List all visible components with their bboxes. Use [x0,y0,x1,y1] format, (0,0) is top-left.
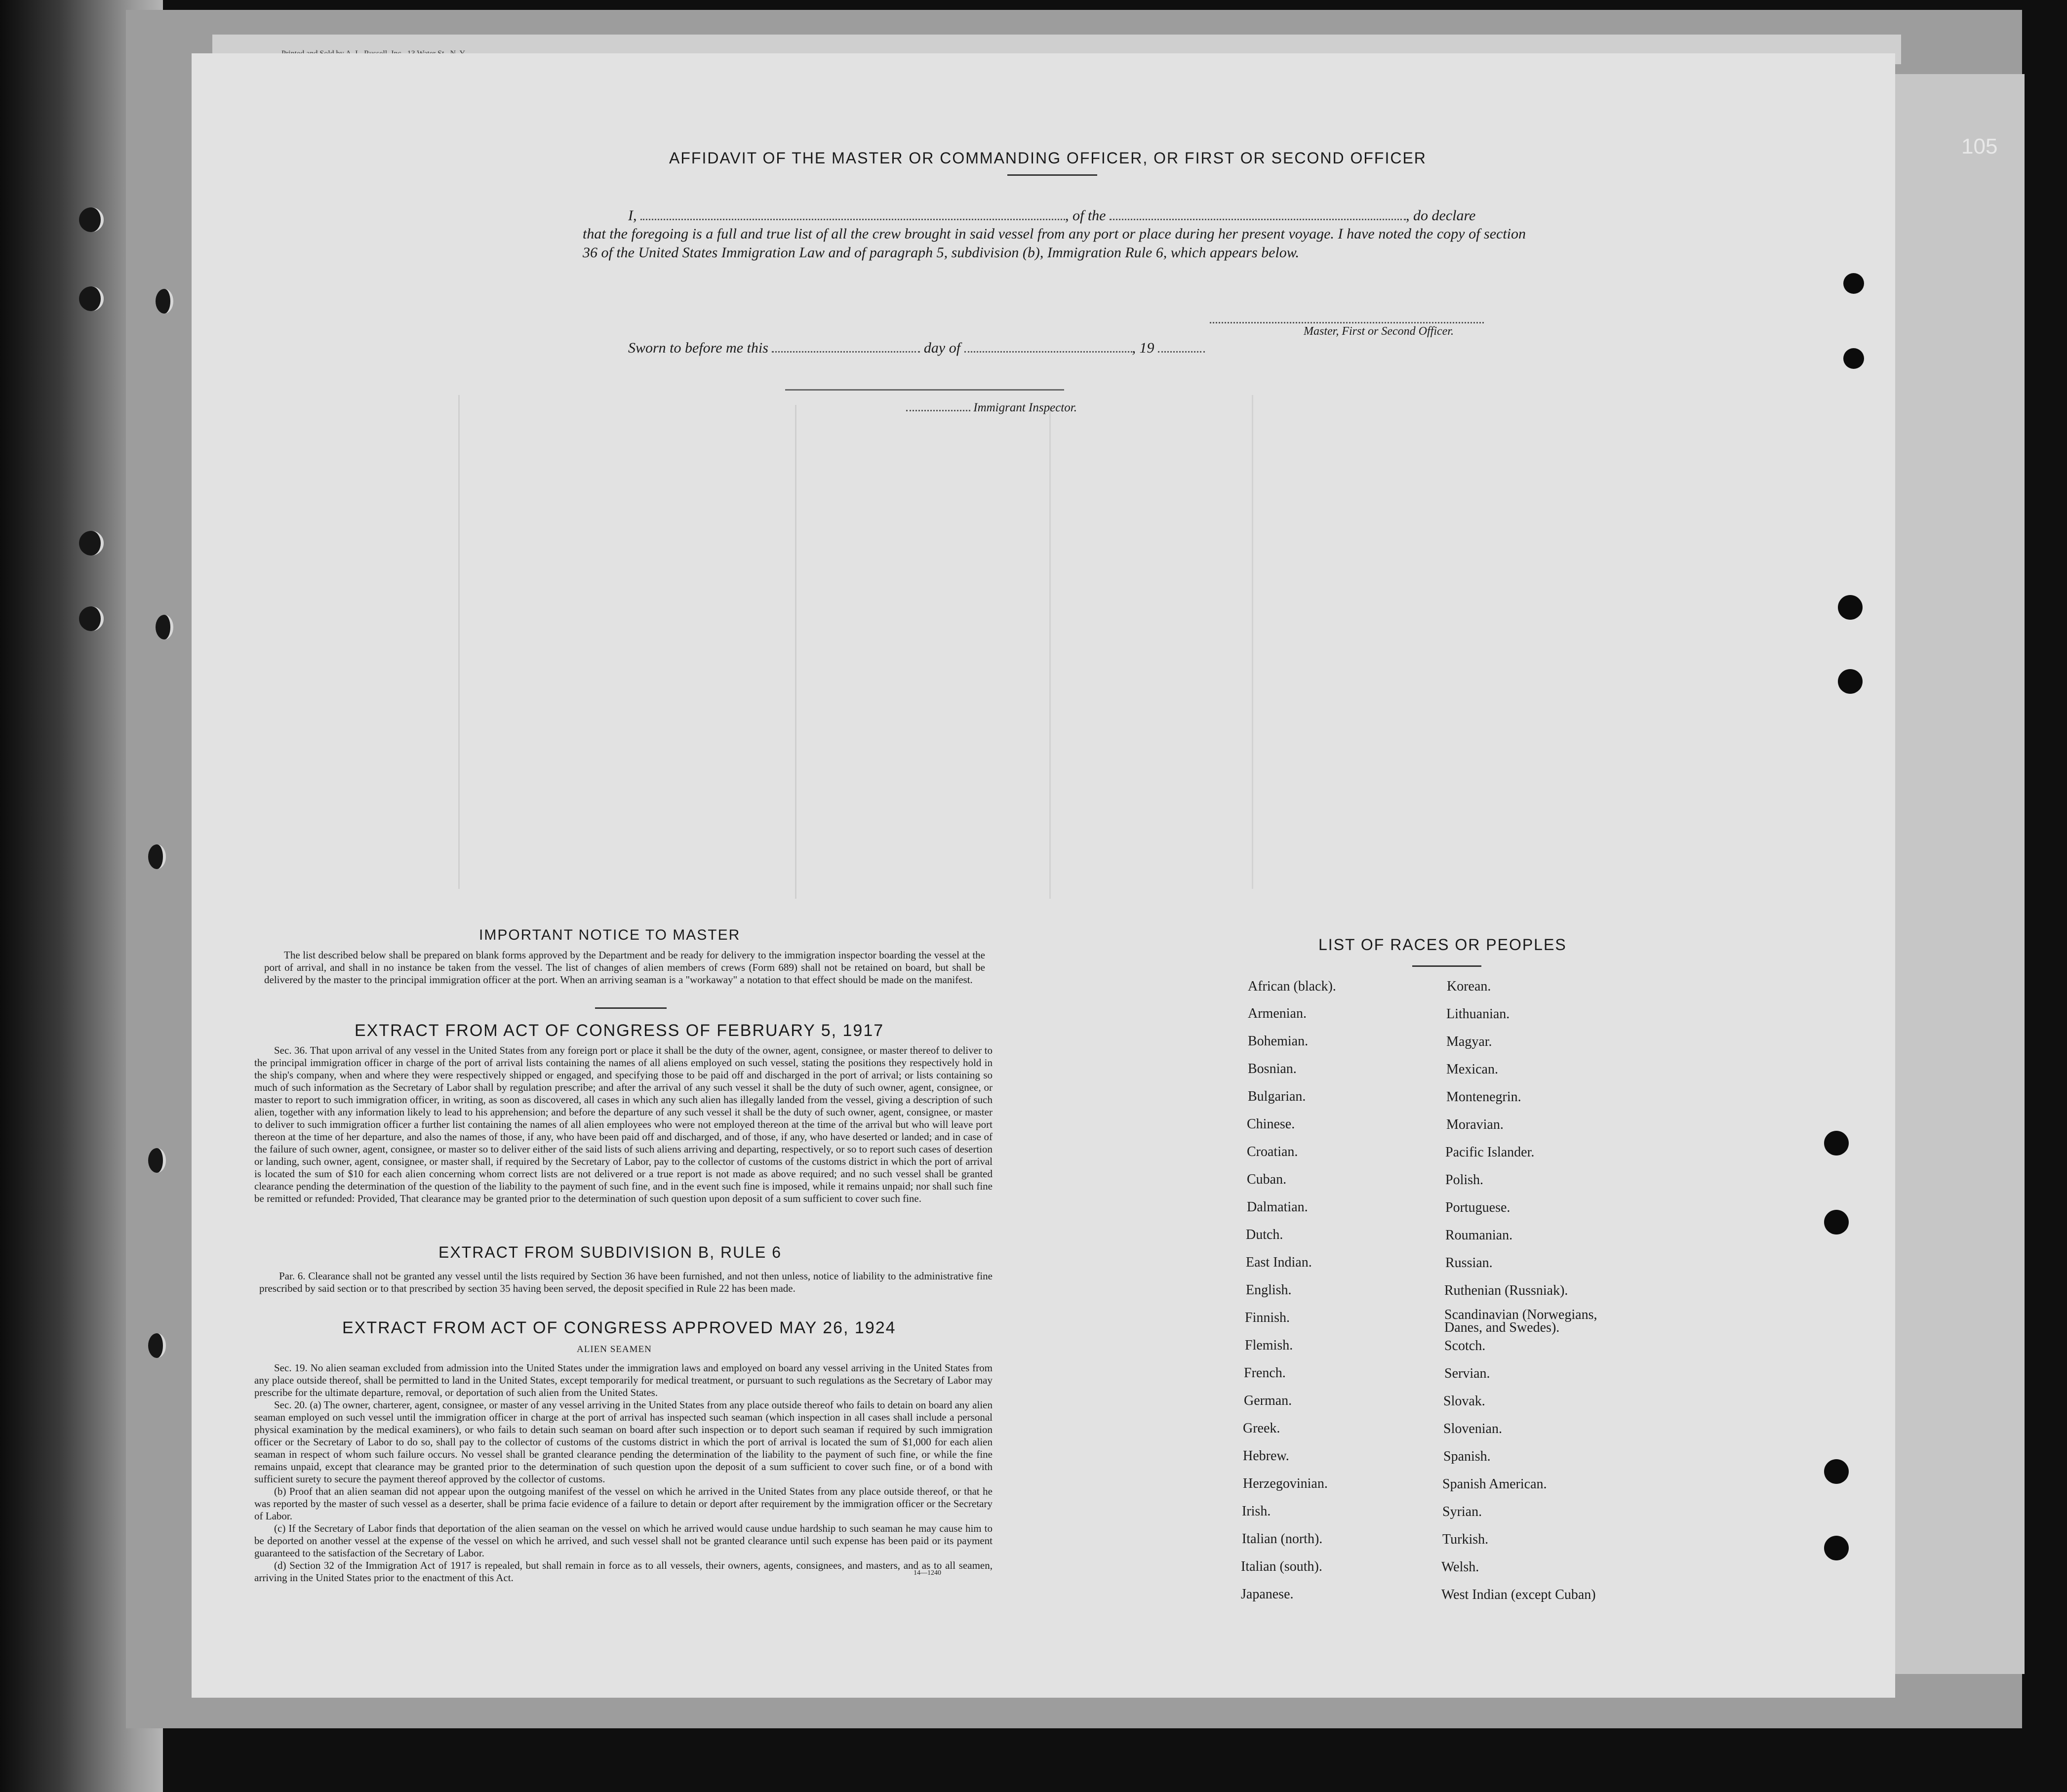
punch-hole [1824,1131,1849,1155]
extract-rule6-title: EXTRACT FROM SUBDIVISION B, RULE 6 [438,1243,782,1261]
sworn-label: Sworn to before me this [628,340,768,356]
races-column-2 [1441,979,1652,1602]
inspector-lead-dots [906,410,970,411]
binder-hole [156,289,173,314]
binder-hole [79,531,104,556]
sworn-month-field[interactable] [964,351,1132,353]
extract-1924-paragraphs [254,1362,993,1584]
race-item: Japanese. [1241,1587,1294,1602]
binder-hole [156,615,173,639]
race-item: Slovak. [1443,1394,1485,1409]
race-item: Cuban. [1247,1172,1287,1187]
race-item: Herzegovinian. [1243,1476,1328,1491]
extract-1924-subtitle: ALIEN SEAMEN [577,1344,652,1354]
race-item: Dalmatian. [1247,1199,1308,1215]
race-item: Hebrew. [1243,1448,1289,1464]
sworn-line [628,340,1205,357]
race-item: Scotch. [1444,1338,1486,1354]
bleed-through-line [458,395,460,889]
punch-hole [1824,1210,1849,1234]
master-name-field[interactable] [640,219,1065,220]
extract-1924-title: EXTRACT FROM ACT OF CONGRESS APPROVED MAY 26, 1924 [342,1318,896,1337]
vessel-name-field[interactable] [1110,219,1406,220]
race-item: East Indian. [1246,1255,1312,1270]
punch-hole [1838,669,1863,694]
notice-title: IMPORTANT NOTICE TO MASTER [479,927,741,943]
extract-1924-para: (c) If the Secretary of Labor finds that deportation of the alien seaman on the vessel on which he arrived would cause undue hardship to such seaman he may cause him to be deported on another vessel at the expense of the vessel on which he arrived, and such vessel shall not be granted clearance until such expense has been paid or its payment guaranteed to the satisfaction of the Secretary of Labor. [254,1522,993,1559]
day-of-label: day of [923,340,961,356]
binder-hole [148,844,166,869]
race-item: Dutch. [1246,1227,1283,1242]
race-item: Flemish. [1245,1338,1293,1353]
race-item: Irish. [1242,1504,1271,1519]
race-item: Armenian. [1248,1006,1307,1021]
race-item: German. [1244,1393,1292,1408]
binder-hole [148,1333,166,1358]
affidavit-i-label: I, [628,207,637,224]
notice-body: The list described below shall be prepared on blank forms approved by the Department and be ready for delivery to the immigration inspector boarding the vessel at the port of arrival, and shall in no instance be taken from the vessel. The list of changes of alien members of crews (Form 689) shall not be retained on board, but shall be delivered by the master to the principal immigration officer at the port. When an arriving seaman is a "workaway" a notation to that effect should be made on the manifest. [264,949,985,986]
race-item: Ruthenian (Russniak). [1444,1283,1568,1298]
race-item: English. [1246,1282,1292,1298]
bleed-through-line [1252,395,1253,889]
race-item: Slovenian. [1443,1421,1502,1436]
race-item: Bosnian. [1248,1061,1297,1076]
race-item: Russian. [1445,1255,1493,1271]
race-item: Italian (north). [1242,1531,1323,1547]
punch-hole [1824,1459,1849,1484]
race-item: Syrian. [1442,1504,1482,1519]
extract-1924-para: (b) Proof that an alien seaman did not appear upon the outgoing manifest of the vessel on which he arrived in the United States from any place outside thereof, or that he was reported by the master of such vessel as a deserter, shall be prima facie evidence of a failure to detain or deport after requirement by the immigration officer or the Secretary of Labor. [254,1485,993,1522]
race-item: Italian (south). [1241,1559,1322,1574]
extract-rule6-body: Par. 6. Clearance shall not be granted any vessel until the lists required by Section 36 have been furnished, and not then unless, notice of liability to the administrative fine prescribed by said section or to that prescribed by section 35 having been served, the deposit specified in Rule 22 has been made. [259,1270,993,1294]
notice-rule [595,1007,667,1009]
sworn-year-field[interactable] [1158,351,1205,353]
inspector-label-text: Immigrant Inspector. [973,401,1077,414]
extract-1924-para: Sec. 19. No alien seaman excluded from admission into the United States under the immigration laws and employed on board any vessel arriving in the United States from any place outside thereof, shall be permitted to land in the United States, except temporarily for medical treatment, or pursuant to such regulations as the Secretary of Labor may prescribe for the ultimate departure, removal, or deportation of such alien from the United States. [254,1362,993,1398]
races-title: LIST OF RACES OR PEOPLES [1318,936,1567,954]
race-item: French. [1244,1365,1286,1381]
title-rule [1007,174,1097,176]
affidavit-declare-label: , do declare [1406,207,1476,224]
races-column-1 [1241,979,1405,1602]
affidavit-of-the-label: , of the [1065,207,1106,224]
race-item: Greek. [1243,1421,1280,1436]
punch-hole [1843,273,1864,294]
race-item: Spanish American. [1442,1476,1547,1492]
master-signature-label: Master, First or Second Officer. [1304,325,1454,338]
race-item: Spanish. [1443,1449,1491,1464]
race-item: African (black). [1248,979,1336,994]
form-code: 14—1240 [914,1569,941,1577]
race-item: Scandinavian (Norwegians, Danes, and Swedes). [1444,1307,1597,1335]
race-item: Magyar. [1446,1034,1492,1049]
extract-1917-title: EXTRACT FROM ACT OF CONGRESS OF FEBRUARY 5, 1917 [355,1021,884,1040]
race-item: Pacific Islander. [1445,1145,1535,1160]
race-item: West Indian (except Cuban) [1441,1587,1596,1602]
inspector-signature-line[interactable] [785,389,1064,391]
race-item: Korean. [1447,979,1491,994]
bleed-through-line [1049,405,1051,899]
extract-1924-para: Sec. 20. (a) The owner, charterer, agent, consignee, or master of any vessel arriving in the United States from any place outside thereof who fails to detain on board any alien seaman employed on such vessel until the immigration officer in charge at the port of arrival has inspected such seaman (which inspection in all cases shall include a personal physical examination by the medical examiners), or who fails to detain such seaman on board after such inspection or to deport such seaman if required by such immigration officer or the Secretary of Labor to do so, shall pay to the collector of customs of the customs district in which the port of arrival is located the sum of $1,000 for each alien seaman in respect of whom such failure occurs. No vessel shall be granted clearance pending the determination of the liability to the payment of such fine, or while the fine remains unpaid, except that clearance may be granted prior to the determination of such question upon the deposit of a sum sufficient to cover such fine, or of a bond with sufficient surety to secure the payment thereof approved by the collector of customs. [254,1399,993,1485]
binder-hole [79,286,104,311]
race-item: Lithuanian. [1446,1006,1510,1022]
race-item: Mexican. [1446,1062,1498,1077]
race-item: Moravian. [1446,1117,1504,1132]
punch-hole [1824,1536,1849,1560]
race-item: Croatian. [1247,1144,1298,1159]
race-item: Polish. [1445,1172,1484,1188]
race-item: Montenegrin. [1446,1089,1521,1105]
affidavit-line-1 [628,207,1475,224]
binder-hole [148,1148,166,1173]
extract-1917-body: Sec. 36. That upon arrival of any vessel in the United States from any foreign port or place it shall be the duty of the owner, agent, consignee, or master thereof to deliver to the principal immigration officer in charge of the port of arrival lists containing the names of all aliens employed on such vessel, stating the positions they respectively hold in the ship's company, when and where they were respectively shipped or engaged, and specifying those to be paid off and discharged in the port of arrival; or lists containing so much of such information as the Secretary of Labor shall by regulation prescribe; and after the arrival of any such vessel it shall be the duty of such owner, agent, consignee, or master to report to such immigration officer, in writing, as soon as discovered, all cases in which any such alien has illegally landed from the vessel, giving a description of such alien, together with any information likely to lead to his apprehension; and before the departure of any such vessel it shall be the duty of such owner, agent, consignee, or master to deliver to such immigration officer a further list containing the names of all alien employees who were not employed thereon at the time of the arrival but who will leave port thereon at the time of her departure, and also the names of those, if any, who have been paid off and discharged, and of those, if any, who have deserted or landed; and in case of the failure of such owner, agent, consignee, or master so to deliver either of the said lists of such aliens arriving and departing, respectively, or so to report such cases of desertion or landing, such owner, agent, consignee, or master shall, if required by the Secretary of Labor, pay to the collector of customs of the customs district in which the port of arrival is located the sum of $10 for each alien concerning whom correct lists are not delivered or a true report is not made as above required; and no such vessel shall be granted clearance pending the determination of the question of the liability to the payment of such fine, and in the event such fine is imposed, while it remains unpaid; nor shall such fine be remitted or refunded: Provided, That clearance may be granted prior to the determination of such question upon deposit of a sum sufficient to cover such fine. [254,1044,993,1204]
punch-hole [1843,348,1864,369]
page-number: 105 [1961,134,1998,159]
binder-hole [79,207,104,232]
race-item: Finnish. [1245,1310,1290,1325]
affidavit-title: AFFIDAVIT OF THE MASTER OR COMMANDING OFFICER, OR FIRST OR SECOND OFFICER [669,149,1427,167]
binder-hole [79,606,104,631]
extract-1924-para: (d) Section 32 of the Immigration Act of 1917 is repealed, but shall remain in force as to all vessels, their owners, agents, consignees, and masters, and as to all seamen, arriving in the United States prior to the enactment of this Act. [254,1559,993,1584]
race-item: Chinese. [1247,1116,1295,1132]
master-signature-line[interactable] [1210,322,1484,323]
races-rule [1412,965,1481,967]
race-item: Portuguese. [1445,1200,1510,1215]
year-prefix-label: , 19 [1132,340,1154,356]
race-item: Welsh. [1441,1559,1479,1575]
punch-hole [1838,595,1863,620]
race-item: Roumanian. [1445,1228,1513,1243]
inspector-label [906,401,1077,415]
bleed-through-line [795,405,796,899]
race-item: Turkish. [1442,1532,1489,1547]
race-item: Servian. [1444,1366,1490,1381]
affidavit-body: that the foregoing is a full and true list of all the crew brought in said vessel from any port or place during her present voyage. I have noted the copy of section 36 of the United States Immigration Law and of paragraph 5, subdivision (b), Immigration Rule 6, which appears below. [583,226,1526,261]
race-item: Bulgarian. [1248,1089,1306,1104]
sworn-day-field[interactable] [772,351,920,353]
race-item: Bohemian. [1248,1034,1309,1049]
